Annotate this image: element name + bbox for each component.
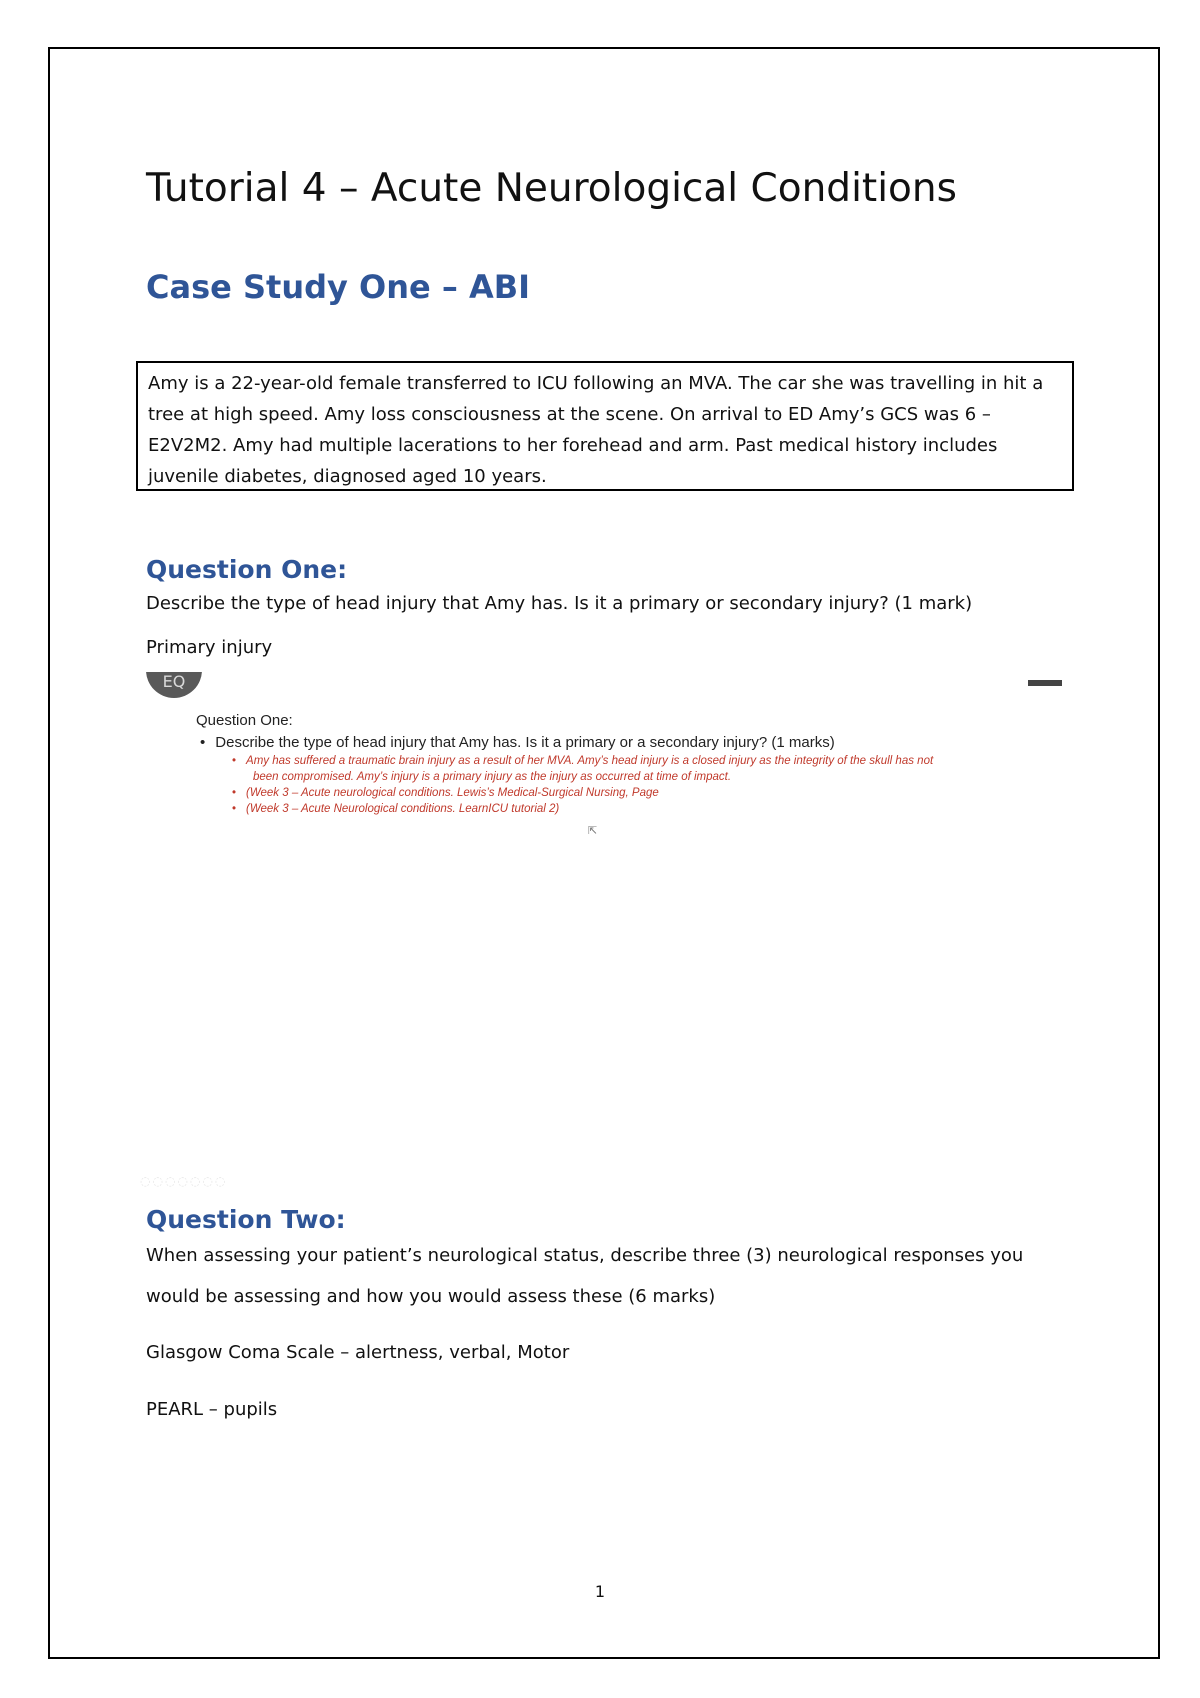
slide-question-label: Question One: [196, 712, 293, 729]
slide-sub-bullet-continued: been compromised. Amy’s injury is a primary injury as the injury as occurred at time of impact. [253, 771, 732, 783]
slide-sub-bullet-text: (Week 3 – Acute Neurological conditions. LearnICU tutorial 2) [246, 803, 560, 815]
embedded-slide-screenshot [140, 672, 1080, 1192]
presenter-avatar: EQ [146, 672, 202, 698]
bullet-icon: • [232, 803, 237, 815]
question-two-answer: Glasgow Coma Scale – alertness, verbal, Motor [146, 1342, 570, 1363]
bullet-icon: • [200, 734, 206, 751]
page-number: 1 [594, 1582, 606, 1601]
slide-sub-bullet [232, 787, 659, 801]
slide-sub-bullet-text: Amy has suffered a traumatic brain injury as a result of her MVA. Amy’s head injury is a closed injury as the integrity of the skull has not [246, 755, 934, 767]
question-two-answer: PEARL – pupils [146, 1399, 278, 1420]
question-two-heading: Question Two: [146, 1205, 346, 1234]
case-study-text: Amy is a 22-year-old female transferred to ICU following an MVA. The car she was travelling in hit a tree at high speed. Amy loss consciousness at the scene. On arrival to ED Amy’s GCS was 6 – E2V2M2. Amy had multiple lacerations to her forehead and arm. Past medical history includes juvenile diabetes, diagnosed aged 10 years. [148, 373, 1044, 487]
question-one-text: Describe the type of head injury that Amy has. Is it a primary or secondary injury? (1 mark) [146, 593, 973, 614]
slide-sub-bullet [232, 755, 933, 769]
slide-sub-bullet [232, 803, 559, 817]
question-one-heading: Question One: [146, 555, 348, 584]
case-study-box [136, 361, 1074, 491]
bullet-icon: • [232, 787, 237, 799]
minimize-icon [1028, 680, 1062, 686]
document-title: Tutorial 4 – Acute Neurological Conditions [146, 166, 957, 211]
mouse-cursor-icon: ⇱ [588, 824, 598, 837]
question-two-text: When assessing your patient’s neurological status, describe three (3) neurological responses you would be assessing and how you would assess these (6 marks) [146, 1245, 1024, 1307]
faded-toolbar-icons: ◌◌◌◌◌◌◌ [140, 1174, 228, 1188]
slide-bullet-text: Describe the type of head injury that Amy has. Is it a primary or a secondary injury? (1 marks) [215, 734, 835, 751]
question-one-answer: Primary injury [146, 637, 273, 658]
bullet-icon: • [232, 755, 237, 767]
slide-sub-bullet-text: (Week 3 – Acute neurological conditions. Lewis’s Medical-Surgical Nursing, Page [246, 787, 659, 799]
case-study-heading: Case Study One – ABI [146, 268, 531, 306]
slide-bullet [200, 734, 835, 751]
